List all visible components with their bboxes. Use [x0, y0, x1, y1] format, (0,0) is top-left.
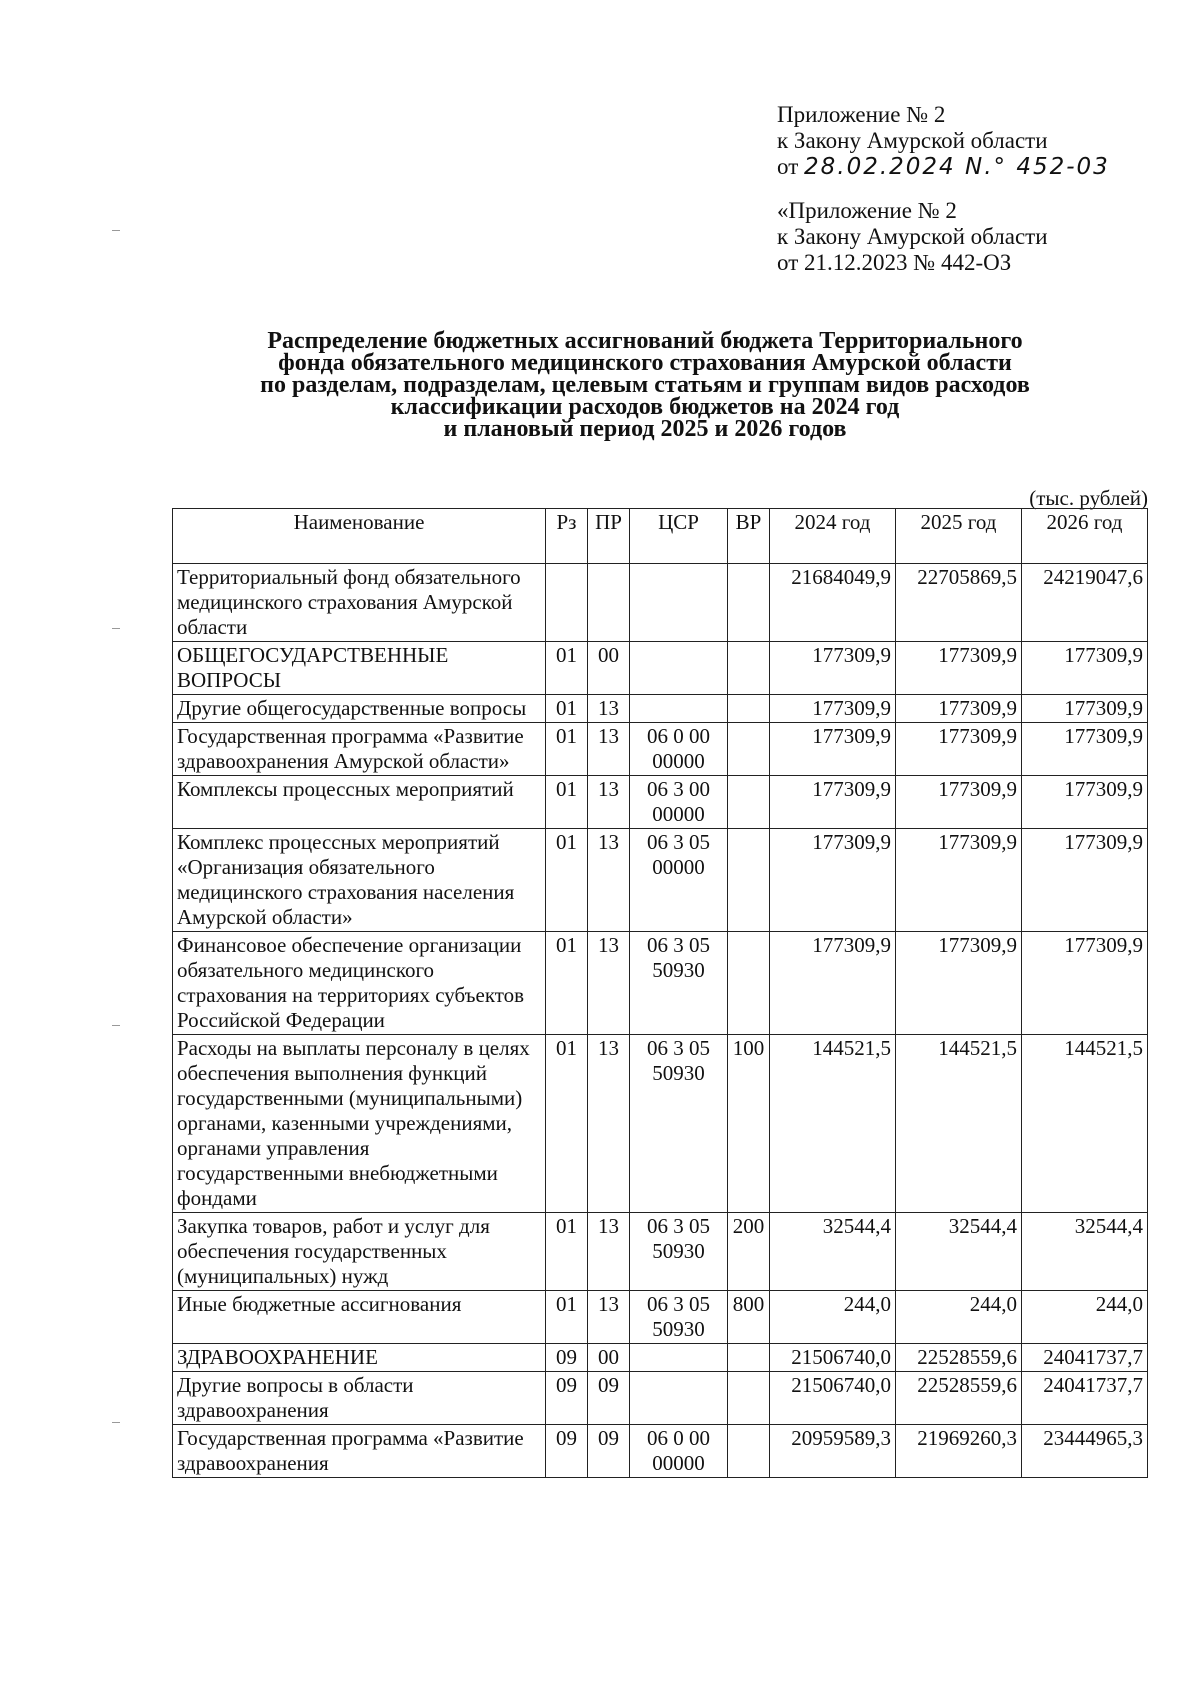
cell-pr: 13 [588, 932, 630, 1035]
cell-rz [546, 564, 588, 642]
cell-name: Комплекс процессных мероприятий «Организация обязательного медицинского страхования населения Амурской области» [173, 829, 546, 932]
cell-2025: 22528559,6 [896, 1344, 1022, 1372]
cell-csr: 06 3 05 50930 [630, 1035, 728, 1213]
cell-2024: 21506740,0 [770, 1344, 896, 1372]
cell-2025: 177309,9 [896, 723, 1022, 776]
cell-pr: 13 [588, 695, 630, 723]
cell-pr: 09 [588, 1372, 630, 1425]
cell-2026: 177309,9 [1022, 642, 1148, 695]
cell-vr [728, 932, 770, 1035]
appendix-header-new [777, 102, 1110, 180]
cell-2024: 21506740,0 [770, 1372, 896, 1425]
cell-name: Финансовое обеспечение организации обязательного медицинского страхования на территориях субъектов Российской Федерации [173, 932, 546, 1035]
appendix-date: от 21.12.2023 № 442-ОЗ [777, 250, 1012, 275]
cell-vr [728, 1344, 770, 1372]
cell-2026: 177309,9 [1022, 776, 1148, 829]
cell-2026: 24041737,7 [1022, 1372, 1148, 1425]
appendix-header-old [777, 198, 1048, 276]
header-csr: ЦСР [630, 509, 728, 564]
cell-name: Территориальный фонд обязательного медицинского страхования Амурской области [173, 564, 546, 642]
table-row [173, 1213, 1148, 1291]
cell-2025: 22705869,5 [896, 564, 1022, 642]
cell-2026: 32544,4 [1022, 1213, 1148, 1291]
cell-csr: 06 3 00 00000 [630, 776, 728, 829]
cell-name: Государственная программа «Развитие здравоохранения Амурской области» [173, 723, 546, 776]
cell-2024: 177309,9 [770, 776, 896, 829]
appendix-date-prefix: от [777, 154, 799, 179]
cell-name: ОБЩЕГОСУДАРСТВЕННЫЕ ВОПРОСЫ [173, 642, 546, 695]
cell-csr [630, 642, 728, 695]
cell-2025: 32544,4 [896, 1213, 1022, 1291]
cell-vr [728, 1425, 770, 1478]
cell-2026: 177309,9 [1022, 695, 1148, 723]
cell-2025: 244,0 [896, 1291, 1022, 1344]
cell-2024: 144521,5 [770, 1035, 896, 1213]
cell-vr [728, 564, 770, 642]
cell-2025: 177309,9 [896, 642, 1022, 695]
cell-rz: 01 [546, 1291, 588, 1344]
table-row [173, 1372, 1148, 1425]
cell-pr: 13 [588, 1035, 630, 1213]
cell-2026: 177309,9 [1022, 932, 1148, 1035]
cell-2024: 32544,4 [770, 1213, 896, 1291]
table-row [173, 1344, 1148, 1372]
cell-2024: 177309,9 [770, 932, 896, 1035]
cell-vr [728, 642, 770, 695]
cell-rz: 01 [546, 1213, 588, 1291]
margin-tick [112, 628, 120, 629]
cell-vr [728, 776, 770, 829]
margin-tick [112, 1422, 120, 1423]
cell-vr [728, 723, 770, 776]
cell-csr: 06 3 05 50930 [630, 1291, 728, 1344]
cell-2026: 23444965,3 [1022, 1425, 1148, 1478]
cell-pr: 13 [588, 723, 630, 776]
cell-2026: 24219047,6 [1022, 564, 1148, 642]
cell-csr [630, 1372, 728, 1425]
cell-pr [588, 564, 630, 642]
appendix-law: к Закону Амурской области [777, 224, 1048, 249]
cell-csr [630, 564, 728, 642]
cell-pr: 00 [588, 1344, 630, 1372]
cell-2024: 244,0 [770, 1291, 896, 1344]
title-line: и плановый период 2025 и 2026 годов [443, 416, 847, 442]
table-row [173, 695, 1148, 723]
cell-2025: 177309,9 [896, 695, 1022, 723]
appendix-label: «Приложение № 2 [777, 198, 957, 223]
cell-vr: 100 [728, 1035, 770, 1213]
cell-2026: 24041737,7 [1022, 1344, 1148, 1372]
cell-csr: 06 3 05 50930 [630, 932, 728, 1035]
cell-2024: 177309,9 [770, 829, 896, 932]
table-row [173, 1291, 1148, 1344]
handwritten-date-number: 28.02.2024 N.° 452-03 [804, 154, 1110, 180]
cell-vr [728, 695, 770, 723]
cell-csr: 06 0 00 00000 [630, 1425, 728, 1478]
cell-pr: 13 [588, 1291, 630, 1344]
cell-rz: 01 [546, 642, 588, 695]
cell-2025: 21969260,3 [896, 1425, 1022, 1478]
header-pr: ПР [588, 509, 630, 564]
cell-pr: 13 [588, 1213, 630, 1291]
cell-rz: 01 [546, 829, 588, 932]
cell-csr [630, 1344, 728, 1372]
cell-2026: 177309,9 [1022, 829, 1148, 932]
cell-name: Комплексы процессных мероприятий [173, 776, 546, 829]
cell-rz: 09 [546, 1372, 588, 1425]
cell-rz: 01 [546, 932, 588, 1035]
cell-vr [728, 829, 770, 932]
title-line: фонда обязательного медицинского страхования Амурской области [278, 350, 1012, 376]
cell-rz: 09 [546, 1425, 588, 1478]
table-row [173, 642, 1148, 695]
cell-rz: 09 [546, 1344, 588, 1372]
cell-name: ЗДРАВООХРАНЕНИЕ [173, 1344, 546, 1372]
title-line: Распределение бюджетных ассигнований бюджета Территориального [267, 328, 1023, 354]
cell-2024: 177309,9 [770, 723, 896, 776]
cell-2025: 177309,9 [896, 776, 1022, 829]
table-row [173, 564, 1148, 642]
cell-name: Государственная программа «Развитие здравоохранения [173, 1425, 546, 1478]
margin-tick [112, 1025, 120, 1026]
cell-2025: 177309,9 [896, 932, 1022, 1035]
title-line: по разделам, подразделам, целевым статьям и группам видов расходов [260, 372, 1030, 398]
table-row [173, 829, 1148, 932]
units-label: (тыс. рублей) [1029, 486, 1148, 510]
cell-2025: 22528559,6 [896, 1372, 1022, 1425]
cell-csr [630, 695, 728, 723]
cell-rz: 01 [546, 695, 588, 723]
title-line: классификации расходов бюджетов на 2024 год [390, 394, 900, 420]
cell-name: Другие вопросы в области здравоохранения [173, 1372, 546, 1425]
cell-2026: 144521,5 [1022, 1035, 1148, 1213]
table-body [173, 564, 1148, 1478]
cell-2024: 177309,9 [770, 695, 896, 723]
cell-2024: 21684049,9 [770, 564, 896, 642]
appendix-date-line [777, 154, 1110, 180]
header-vr: ВР [728, 509, 770, 564]
cell-pr: 00 [588, 642, 630, 695]
document-title [170, 330, 1120, 440]
cell-csr: 06 3 05 50930 [630, 1213, 728, 1291]
cell-pr: 13 [588, 829, 630, 932]
cell-vr: 800 [728, 1291, 770, 1344]
cell-2024: 177309,9 [770, 642, 896, 695]
cell-csr: 06 0 00 00000 [630, 723, 728, 776]
appendix-label: Приложение № 2 [777, 102, 946, 127]
table-row [173, 932, 1148, 1035]
table-header-row [173, 509, 1148, 564]
appendix-law: к Закону Амурской области [777, 128, 1048, 153]
budget-table [172, 508, 1148, 1478]
margin-tick [112, 230, 120, 231]
cell-2025: 177309,9 [896, 829, 1022, 932]
table-row [173, 776, 1148, 829]
cell-rz: 01 [546, 776, 588, 829]
cell-pr: 13 [588, 776, 630, 829]
header-rz: Рз [546, 509, 588, 564]
cell-name: Иные бюджетные ассигнования [173, 1291, 546, 1344]
cell-name: Закупка товаров, работ и услуг для обеспечения государственных (муниципальных) нужд [173, 1213, 546, 1291]
cell-rz: 01 [546, 1035, 588, 1213]
header-name: Наименование [173, 509, 546, 564]
header-2024: 2024 год [770, 509, 896, 564]
cell-name: Расходы на выплаты персоналу в целях обеспечения выполнения функций государственными (муниципальными) органами, казенными учреждениями, органами управления государственными внебюджетными фондами [173, 1035, 546, 1213]
cell-2025: 144521,5 [896, 1035, 1022, 1213]
cell-2026: 244,0 [1022, 1291, 1148, 1344]
cell-vr [728, 1372, 770, 1425]
table-row [173, 1035, 1148, 1213]
header-2026: 2026 год [1022, 509, 1148, 564]
header-2025: 2025 год [896, 509, 1022, 564]
cell-2026: 177309,9 [1022, 723, 1148, 776]
cell-pr: 09 [588, 1425, 630, 1478]
cell-csr: 06 3 05 00000 [630, 829, 728, 932]
table-row [173, 723, 1148, 776]
cell-2024: 20959589,3 [770, 1425, 896, 1478]
cell-name: Другие общегосударственные вопросы [173, 695, 546, 723]
table-row [173, 1425, 1148, 1478]
cell-vr: 200 [728, 1213, 770, 1291]
cell-rz: 01 [546, 723, 588, 776]
